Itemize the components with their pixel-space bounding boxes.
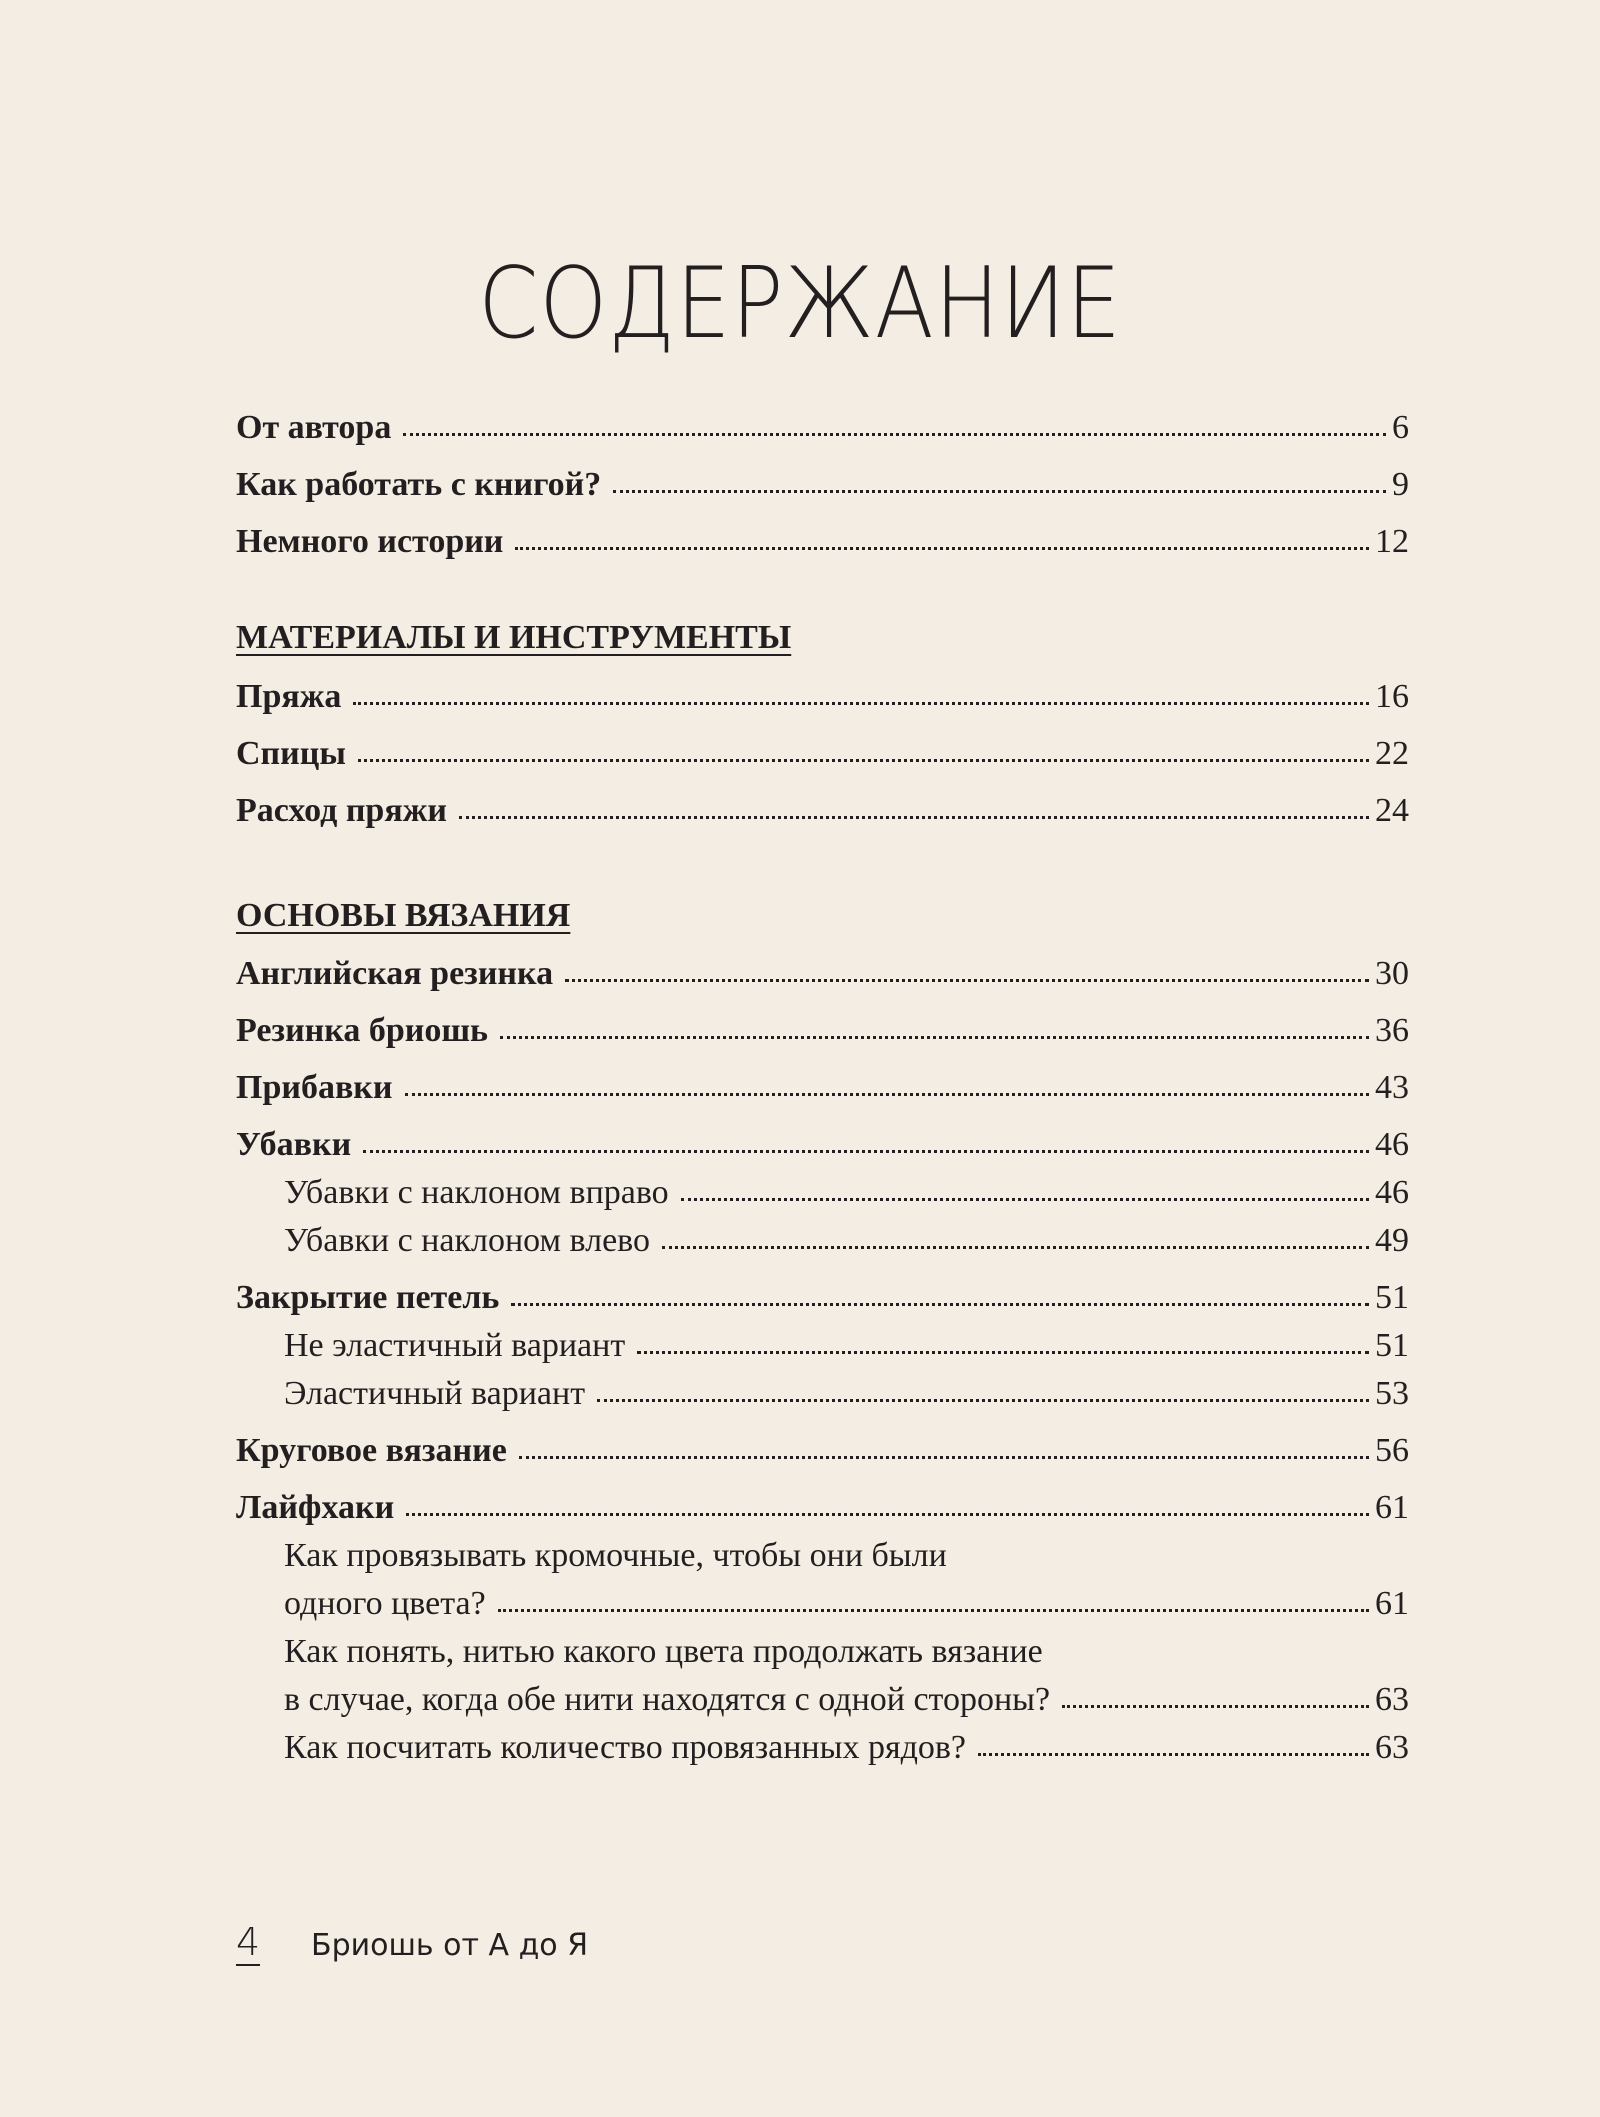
leader-dots — [637, 1350, 1369, 1354]
toc-entry-label: Как посчитать количество провязанных рядов? — [284, 1729, 967, 1766]
toc-entry-page: 51 — [1375, 1279, 1409, 1316]
toc-entry-label: Спицы — [236, 735, 346, 772]
toc-entry-label: Как работать с книгой? — [236, 466, 602, 503]
leader-dots — [500, 1035, 1369, 1039]
toc-entry-label: Закрытие петель — [236, 1279, 500, 1316]
leader-dots — [519, 1455, 1369, 1459]
toc-subentry-first-line[interactable]: Как понять, нитью какого цвета продолжать вязание — [284, 1633, 1043, 1670]
toc-entry-page: 43 — [1375, 1069, 1409, 1106]
toc-entry-page: 46 — [1375, 1174, 1409, 1211]
running-footer-title: Бриошь от А до Я — [311, 1928, 589, 1963]
toc-entry-page: 30 — [1375, 955, 1409, 992]
toc-entry-label: Расход пряжи — [236, 792, 447, 829]
toc-entry[interactable] — [236, 408, 1409, 448]
toc-entry-label: Английская резинка — [236, 955, 554, 992]
leader-dots — [363, 1149, 1369, 1153]
toc-entry[interactable] — [236, 1278, 1409, 1318]
leader-dots — [498, 1608, 1369, 1612]
toc-entry-label: Не эластичный вариант — [284, 1327, 626, 1364]
toc-entry[interactable] — [236, 734, 1409, 774]
leader-dots — [565, 978, 1369, 982]
toc-entry[interactable] — [236, 465, 1409, 505]
toc-entry[interactable] — [236, 1431, 1409, 1471]
toc-subentry[interactable] — [284, 1326, 1409, 1366]
section-heading[interactable]: МАТЕРИАЛЫ И ИНСТРУМЕНТЫ — [236, 619, 792, 656]
toc-entry[interactable] — [236, 677, 1409, 717]
toc-entry[interactable] — [236, 1488, 1409, 1528]
toc-subentry[interactable] — [284, 1584, 1409, 1624]
toc-entry-page: 46 — [1375, 1126, 1409, 1163]
leader-dots — [597, 1398, 1369, 1402]
leader-dots — [353, 701, 1369, 705]
toc-entry-label: От автора — [236, 409, 392, 446]
leader-dots — [662, 1245, 1369, 1249]
toc-entry-label: Прибавки — [236, 1069, 393, 1106]
toc-entry-page: 12 — [1375, 523, 1409, 560]
toc-entry-page: 63 — [1375, 1681, 1409, 1718]
leader-dots — [1062, 1704, 1369, 1708]
toc-entry-page: 51 — [1375, 1327, 1409, 1364]
toc-entry-page: 63 — [1375, 1729, 1409, 1766]
page-number: 4 — [236, 1920, 261, 1964]
toc-entry-label: Пряжа — [236, 678, 342, 715]
toc-entry[interactable] — [236, 1125, 1409, 1165]
toc-entry-label: Убавки с наклоном влево — [284, 1222, 650, 1259]
leader-dots — [511, 1302, 1369, 1306]
toc-entry-page: 6 — [1392, 409, 1409, 446]
toc-entry[interactable] — [236, 791, 1409, 831]
leader-dots — [405, 1092, 1370, 1096]
toc-subentry[interactable] — [284, 1374, 1409, 1414]
toc-entry-page: 36 — [1375, 1012, 1409, 1049]
toc-entry-page: 61 — [1375, 1489, 1409, 1526]
toc-entry-label: Лайфхаки — [236, 1489, 395, 1526]
toc-entry-label: Немного истории — [236, 523, 504, 560]
toc-entry-label: Круговое вязание — [236, 1432, 507, 1469]
toc-subentry-first-line[interactable]: Как провязывать кромочные, чтобы они были — [284, 1537, 947, 1574]
toc-entry-label: в случае, когда обе нити находятся с одной стороны? — [284, 1681, 1051, 1718]
toc-subentry[interactable] — [284, 1221, 1409, 1261]
leader-dots — [515, 546, 1369, 550]
toc-entry-page: 56 — [1375, 1432, 1409, 1469]
leader-dots — [406, 1512, 1369, 1516]
toc-entry-label: Резинка бриошь — [236, 1012, 489, 1049]
leader-dots — [978, 1752, 1369, 1756]
leader-dots — [681, 1197, 1369, 1201]
page-title: СОДЕРЖАНИЕ — [478, 247, 1122, 361]
toc-subentry[interactable] — [284, 1680, 1409, 1720]
leader-dots — [459, 815, 1369, 819]
leader-dots — [403, 432, 1386, 436]
toc-entry[interactable] — [236, 522, 1409, 562]
toc-entry-label: одного цвета? — [284, 1585, 486, 1622]
toc-entry-page: 49 — [1375, 1222, 1409, 1259]
toc-entry[interactable] — [236, 954, 1409, 994]
toc-entry-page: 61 — [1375, 1585, 1409, 1622]
toc-entry-page: 16 — [1375, 678, 1409, 715]
toc-entry[interactable] — [236, 1068, 1409, 1108]
toc-subentry[interactable] — [284, 1173, 1409, 1213]
toc-entry-page: 24 — [1375, 792, 1409, 829]
toc-entry-page: 9 — [1392, 466, 1409, 503]
toc-entry-label: Убавки — [236, 1126, 352, 1163]
section-heading[interactable]: ОСНОВЫ ВЯЗАНИЯ — [236, 897, 571, 934]
leader-dots — [358, 758, 1369, 762]
toc-entry-page: 53 — [1375, 1375, 1409, 1412]
toc-entry-page: 22 — [1375, 735, 1409, 772]
leader-dots — [613, 489, 1386, 493]
toc-entry[interactable] — [236, 1011, 1409, 1051]
toc-subentry[interactable] — [284, 1728, 1409, 1768]
toc-entry-label: Убавки с наклоном вправо — [284, 1174, 669, 1211]
toc-entry-label: Эластичный вариант — [284, 1375, 586, 1412]
table-of-contents — [236, 0, 1409, 2117]
